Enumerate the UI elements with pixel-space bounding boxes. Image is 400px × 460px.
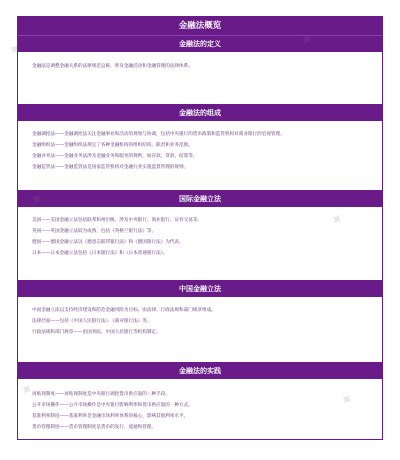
section-body-international (18, 207, 382, 280)
section-heading-definition: 金融法的定义 (18, 36, 382, 52)
section-body-practice (18, 379, 382, 436)
section-line: 公开市场操作——公开市场操作是中央银行影响利率和货币供应量的一种方式。 (32, 403, 193, 408)
section-heading-composition: 金融法的组成 (18, 104, 382, 121)
section-line: 法律层面——包括《中国人民银行法》、《商业银行法》等。 (32, 319, 152, 324)
page-title: 金融法概览 (18, 17, 382, 36)
section-line: 中国金融立法以支持经济建设和防范金融风险为目标，由法律、行政法规和部门规章组成。 (32, 308, 216, 313)
section-line: 行政法规和部门规章——由国务院、中国人民银行等机构制定。 (32, 330, 161, 335)
section-heading-practice: 金融法的实践 (18, 362, 382, 379)
section-line: 金融业务法——金融业务法涉及金融业务和服务的规则，如存款、贷款、结算等。 (32, 154, 198, 159)
section-line: 金融监管法——金融监管法是国家监管机构对金融行业实施监督管理的规则。 (32, 165, 189, 170)
section-line: 美国——美国金融立法包括联邦和州层级，涉及中央银行、商业银行、证券交易等。 (32, 218, 202, 223)
section-line: 再贴现制度——再贴现制度是中央银行调控货币供应量的一种手段。 (32, 392, 170, 397)
section-line: 德国——德国金融立法以《德意志联邦银行法》和《德国银行法》为代表。 (32, 240, 184, 245)
section-line: 日本——日本金融立法包括《日本银行法》和《日本普通银行法》。 (32, 251, 168, 256)
watermark-mark: ✦ (4, 37, 26, 62)
section-line: 金融组织法——金融组织法规定了各种金融机构的组织结构、职责和业务范围。 (32, 143, 193, 148)
section-line: 英国——英国金融立法较为成熟，包括《英格兰银行法》等。 (32, 229, 157, 234)
section-line: 货币管理制度——货币管理制度是货币的发行、流通和管理。 (32, 425, 157, 430)
section-heading-international: 国际金融立法 (18, 190, 382, 207)
document-page (17, 16, 383, 440)
section-line: 金融调控法——金融调控法关注金融事业和活动的规划与协调，包括中央银行的货币政策和监管机构对商业银行的宏观管理。 (32, 132, 285, 137)
section-line: 基准利率制度——基准利率是金融市场利率体系的核心，影响其他利率水平。 (32, 414, 189, 419)
section-body-china (18, 297, 382, 362)
section-body-definition (18, 52, 382, 104)
section-line: 金融法是调整金融关系的法律规范总称，涉及金融活动和金融管理的法律体系。 (32, 64, 193, 69)
section-body-composition (18, 121, 382, 190)
section-heading-china: 中国金融立法 (18, 280, 382, 297)
